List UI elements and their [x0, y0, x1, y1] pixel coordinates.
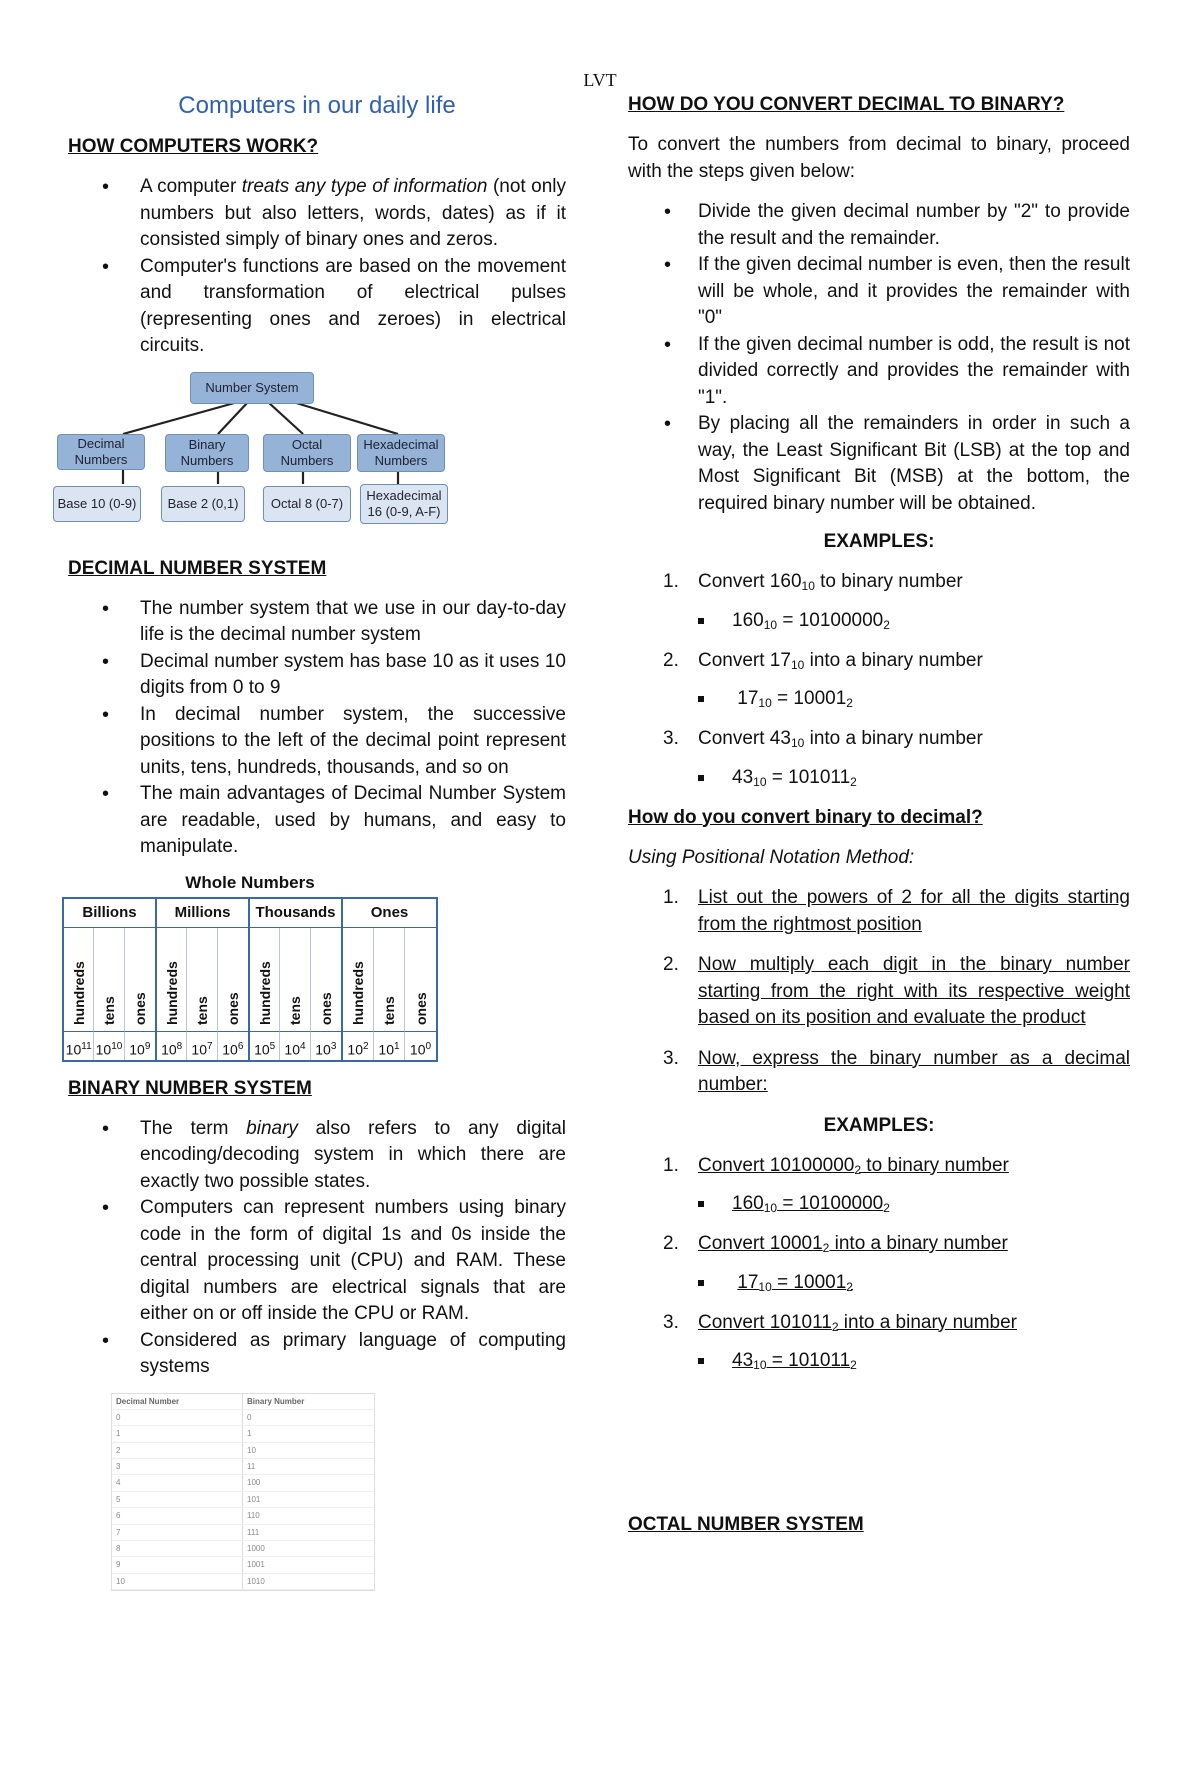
table-row: 2 10 — [112, 1443, 374, 1459]
place-group — [250, 899, 343, 1060]
place-group-label: Thousands — [250, 899, 341, 928]
how-computers-work-heading: HOW COMPUTERS WORK? — [68, 136, 319, 157]
list-item: • Computer's functions are based on the movement and transformation of electrical pulses (representing ones and zeroes) in electrical circuits. — [68, 254, 566, 360]
table-header: Decimal Number Binary Number — [112, 1394, 374, 1410]
list-item: • The number system that we use in our day-to-day life is the decimal number system — [68, 596, 566, 649]
step-item: 1. List out the powers of 2 for all the digits starting from the rightmost position — [663, 887, 1130, 935]
number-system-diagram — [53, 372, 473, 542]
power-label: $10^7$ — [187, 1032, 217, 1060]
table-row: 7 111 — [112, 1525, 374, 1541]
place-cell: tens — [280, 928, 310, 1032]
diagram-root: Number System — [190, 372, 314, 404]
examples-label: EXAMPLES: — [823, 531, 935, 552]
doc-title: Computers in our daily life — [178, 92, 456, 119]
place-group-label: Ones — [343, 899, 436, 928]
power-label: $10^5$ — [250, 1032, 280, 1060]
place-group — [64, 899, 157, 1060]
method-label: Using Positional Notation Method: — [628, 846, 915, 868]
place-cell: ones — [311, 928, 341, 1032]
decimal-list — [68, 596, 566, 861]
table-row: 9 1001 — [112, 1557, 374, 1573]
place-cell: tens — [374, 928, 405, 1032]
place-cell: tens — [94, 928, 124, 1032]
power-label: $10^4$ — [280, 1032, 310, 1060]
power-label: $10^6$ — [222, 1040, 244, 1058]
how-computers-list — [68, 174, 566, 360]
table-row: 0 0 — [112, 1410, 374, 1426]
bin2dec-steps — [628, 885, 1130, 1099]
place-value-chart — [62, 873, 438, 1062]
dec2bin-steps — [628, 199, 1130, 517]
list-item: • In decimal number system, the successive positions to the left of the decimal point represent units, tens, hundreds, thousands, and so on — [68, 702, 566, 782]
list-item: • If the given decimal number is even, then the result will be whole, and it provides the remainder with "0" — [628, 252, 1130, 332]
place-cell: hundreds — [64, 928, 94, 1032]
place-value-title: Whole Numbers — [185, 872, 315, 892]
list-item: • Divide the given decimal number by "2" to provide the result and the remainder. — [628, 199, 1130, 252]
place-cell: ones — [405, 928, 436, 1032]
dec2bin-heading: HOW DO YOU CONVERT DECIMAL TO BINARY? — [628, 94, 1065, 115]
power-label: $10^{10}$ — [94, 1032, 124, 1060]
list-item: • The main advantages of Decimal Number System are readable, used by humans, and easy to manipulate. — [68, 781, 566, 861]
place-group — [157, 899, 250, 1060]
place-cell: tens — [187, 928, 217, 1032]
example-answer: $17_{10} = 10001_2$ — [628, 686, 1130, 712]
example-item: 2. Convert $10001_2$ into a binary number — [663, 1233, 1008, 1255]
place-cell: hundreds — [343, 928, 374, 1032]
example-item: 3. Convert $101011_2$ into a binary number — [663, 1311, 1017, 1334]
list-item: • The term binary also refers to any digital encoding/decoding system in which there are exactly two possible states. — [68, 1116, 566, 1196]
table-row: 10 1010 — [112, 1574, 374, 1590]
list-item: • Computers can represent numbers using binary code in the form of digital 1s and 0s inside the central processing unit (CPU) and RAM. These digital numbers are electrical signals that are either on or off inside the CPU or RAM. — [68, 1195, 566, 1328]
table-row: 6 110 — [112, 1508, 374, 1524]
example-answer: $43_{10} = 101011_2$ — [628, 765, 1130, 791]
example-answer: $160_{10} = 10100000_2$ — [628, 608, 1130, 634]
binary-heading: BINARY NUMBER SYSTEM — [68, 1077, 312, 1099]
place-cell: ones — [218, 928, 248, 1032]
power-label: $10^1$ — [374, 1032, 405, 1060]
power-label: $10^9$ — [129, 1040, 151, 1058]
place-cell: ones — [125, 928, 155, 1032]
list-item: • By placing all the remainders in order in such a way, the Least Significant Bit (LSB) at the top and Most Significant Bit (MSB) at the bottom, the required binary number will be obtained. — [628, 411, 1130, 517]
step-item: 3. Now, express the binary number as a decimal number: — [663, 1047, 1130, 1095]
place-group — [343, 899, 436, 1060]
list-item: • Decimal number system has base 10 as it uses 10 digits from 0 to 9 — [68, 649, 566, 702]
example-answer: $43_{10} = 101011_2$ — [628, 1348, 1130, 1374]
power-label: $10^8$ — [157, 1032, 187, 1060]
place-value-table — [62, 897, 438, 1062]
octal-heading: OCTAL NUMBER SYSTEM — [628, 1514, 864, 1535]
power-label: $10^{11}$ — [64, 1032, 94, 1060]
example-item: 2. Convert $17_{10}$ into a binary number — [663, 649, 983, 672]
example-answer: $160_{10} = 10100000_2$ — [628, 1191, 1130, 1217]
example-item: 1. Convert $160_{10}$ to binary number — [663, 571, 963, 593]
diagram-leaf-base10: Base 10 (0-9) — [53, 486, 141, 522]
decimal-heading: DECIMAL NUMBER SYSTEM — [68, 557, 327, 579]
dec2bin-examples — [628, 569, 1130, 596]
diagram-node-octal: Octal Numbers — [263, 434, 351, 472]
bin2dec-examples — [628, 1153, 1130, 1180]
list-item: • If the given decimal number is odd, the result is not divided correctly and provides the remainder with "1". — [628, 332, 1130, 412]
table-row: 5 101 — [112, 1492, 374, 1508]
power-label: $10^2$ — [343, 1032, 374, 1060]
place-cell: hundreds — [157, 928, 187, 1032]
power-label: $10^0$ — [409, 1040, 432, 1058]
table-row: 8 1000 — [112, 1541, 374, 1557]
place-group-label: Billions — [64, 899, 155, 928]
step-item: 2. Now multiply each digit in the binary number starting from the right with its respective weight based on its position and evaluate the product — [663, 954, 1130, 1028]
example-item: 1. Convert $10100000_2$ to binary number — [663, 1154, 1009, 1177]
page-header: LVT — [583, 70, 617, 90]
list-item: • A computer treats any type of information (not only numbers but also letters, words, dates) as if it consisted simply of binary ones and zeros. — [68, 174, 566, 254]
diagram-node-decimal: Decimal Numbers — [57, 434, 145, 470]
example-answer: $17_{10} = 10001_2$ — [628, 1270, 1130, 1296]
diagram-leaf-hex16: Hexadecimal 16 (0-9, A-F) — [360, 484, 448, 524]
diagram-node-binary: Binary Numbers — [165, 434, 249, 472]
place-group-label: Millions — [157, 899, 248, 928]
table-row: 1 1 — [112, 1426, 374, 1442]
diagram-node-hex: Hexadecimal Numbers — [357, 434, 445, 472]
dec2bin-intro: To convert the numbers from decimal to binary, proceed with the steps given below: — [628, 134, 1130, 182]
diagram-leaf-octal8: Octal 8 (0-7) — [263, 486, 351, 522]
list-item: • Considered as primary language of computing systems — [68, 1328, 566, 1381]
table-row: 3 11 — [112, 1459, 374, 1475]
place-cell: hundreds — [250, 928, 280, 1032]
examples-label: EXAMPLES: — [823, 1114, 935, 1136]
decimal-binary-table — [111, 1393, 375, 1592]
binary-list — [68, 1116, 566, 1381]
left-column — [57, 92, 566, 1591]
diagram-leaf-base2: Base 2 (0,1) — [161, 486, 245, 522]
table-row: 4 100 — [112, 1475, 374, 1491]
right-column — [628, 92, 1130, 1552]
power-label: $10^3$ — [315, 1040, 337, 1058]
bin2dec-heading: How do you convert binary to decimal? — [628, 806, 983, 828]
example-item: 3. Convert $43_{10}$ into a binary number — [663, 728, 983, 750]
